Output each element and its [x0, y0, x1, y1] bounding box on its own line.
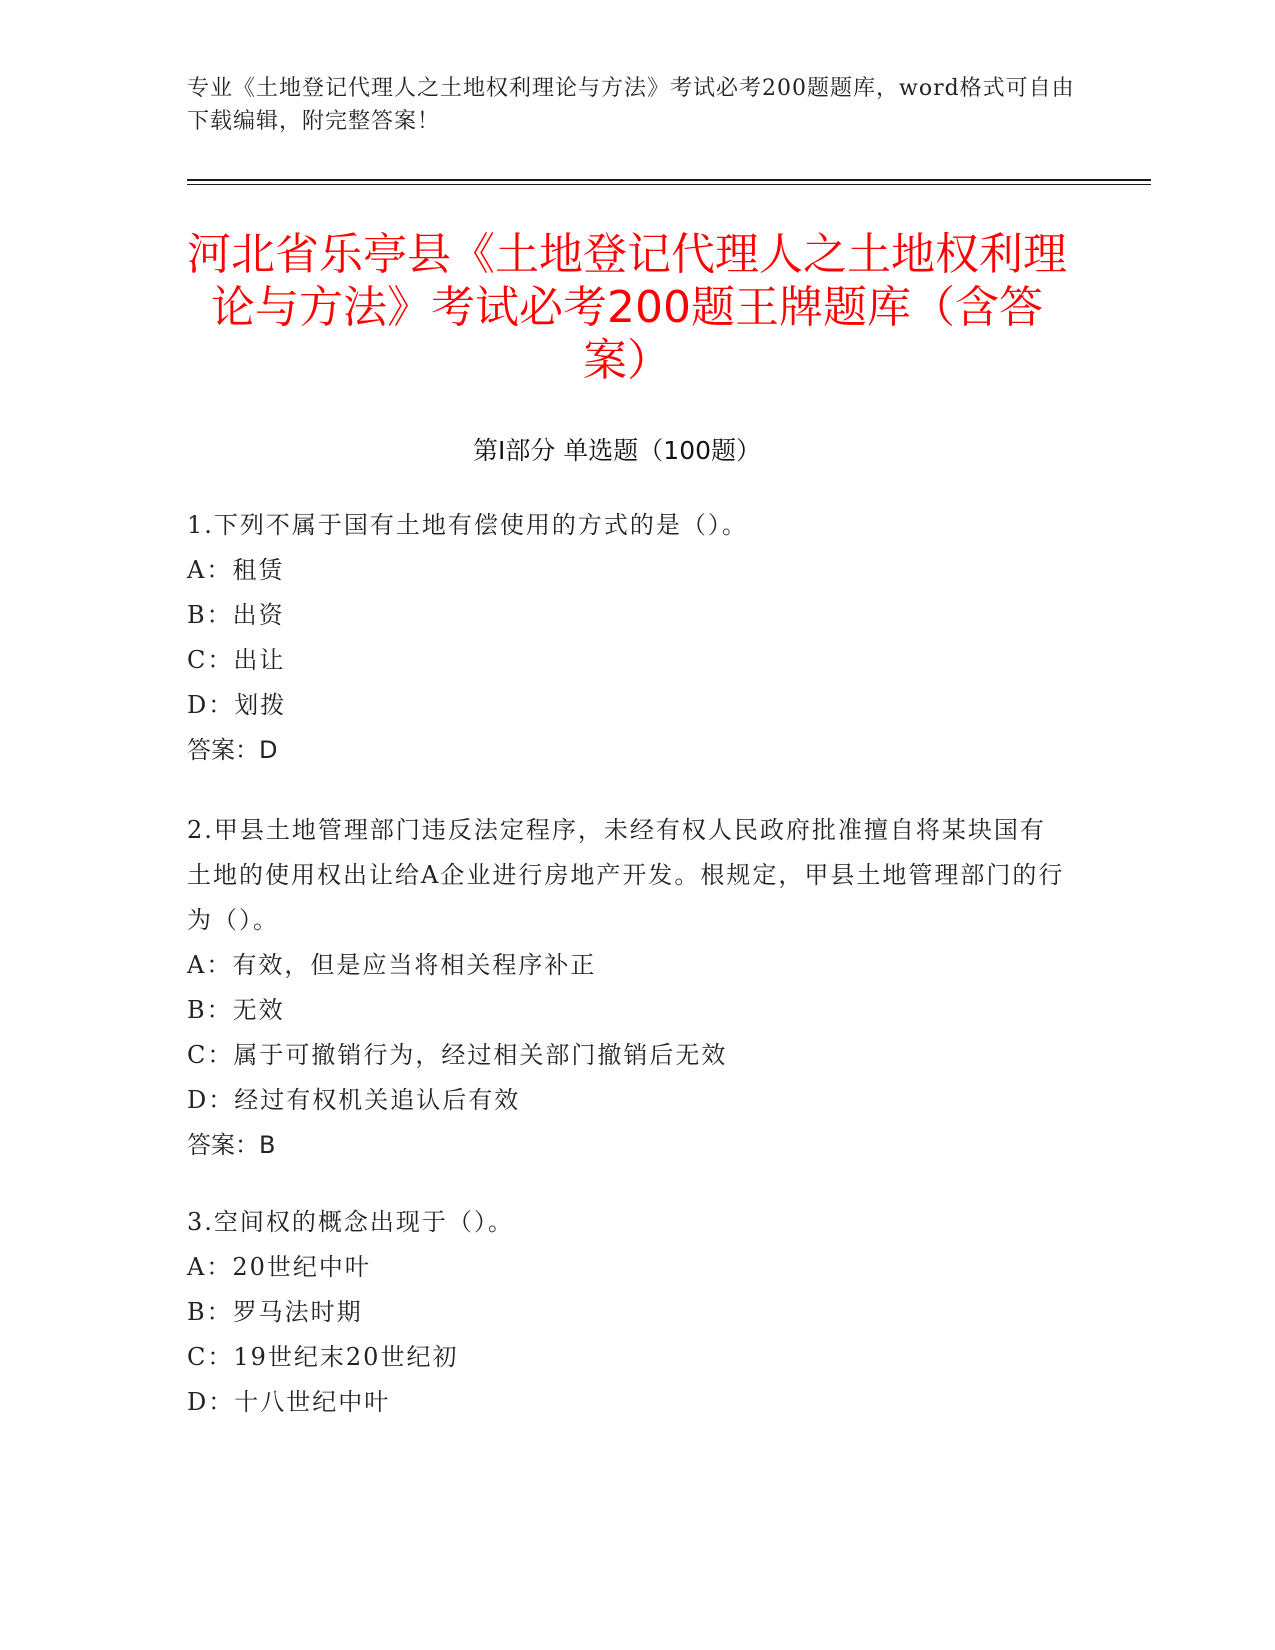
section-title: 第I部分 单选题（100题）	[472, 436, 762, 465]
option-b: B：罗马法时期	[187, 1298, 363, 1326]
option-b: B：无效	[187, 996, 285, 1024]
option-d: D：经过有权机关追认后有效	[187, 1086, 521, 1114]
option-c: C：出让	[187, 646, 286, 674]
option-a: A：20世纪中叶	[187, 1253, 371, 1281]
option-c: C：属于可撤销行为，经过相关部门撤销后无效	[187, 1041, 728, 1069]
header-divider-thick	[187, 179, 1151, 181]
question-stem: 3.空间权的概念出现于（）。	[187, 1208, 514, 1236]
question-item	[187, 503, 1067, 773]
answer-line: 答案：D	[187, 736, 278, 764]
question-item	[187, 1200, 1067, 1425]
option-a: A：有效，但是应当将相关程序补正	[187, 951, 597, 979]
option-c: C：19世纪末20世纪初	[187, 1343, 459, 1371]
header-note: 专业《土地登记代理人之土地权利理论与方法》考试必考200题题库，word格式可自由下载编辑，附完整答案！	[187, 76, 1075, 134]
option-d: D：划拨	[187, 691, 287, 719]
option-a: A：租赁	[187, 556, 285, 584]
question-stem: 2.甲县土地管理部门违反法定程序，未经有权人民政府批准擅自将某块国有土地的使用权出让给A企业进行房地产开发。根规定，甲县土地管理部门的行为（）。	[187, 816, 1065, 934]
question-stem: 1.下列不属于国有土地有偿使用的方式的是（）。	[187, 511, 748, 539]
document-title: 河北省乐亭县《土地登记代理人之土地权利理论与方法》考试必考200题王牌题库（含答案）	[187, 229, 1067, 386]
header-divider-thin	[187, 184, 1151, 185]
option-d: D：十八世纪中叶	[187, 1388, 391, 1416]
answer-line: 答案：B	[187, 1131, 276, 1159]
option-b: B：出资	[187, 601, 285, 629]
question-item	[187, 808, 1067, 1168]
